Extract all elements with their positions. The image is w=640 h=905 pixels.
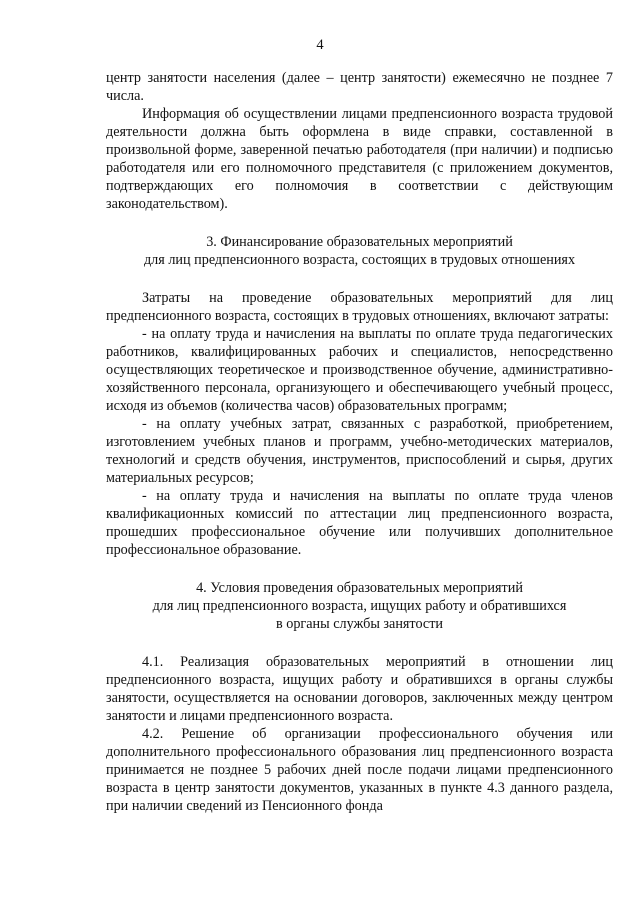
section-4-heading <box>106 579 613 633</box>
section-3-paragraph: Затраты на проведение образовательных мероприятий для лиц предпенсионного возраста, состоящих в трудовых отношениях, включают затраты: <box>106 290 613 324</box>
section-3-list-item: - на оплату учебных затрат, связанных с разработкой, приобретением, изготовлением учебных планов и программ, учебно-методических материалов, технологий и средств обучения, инструментов, приспособлений и сырья, других материальных ресурсов; <box>106 416 613 486</box>
section-4-paragraph-4-2: 4.2. Решение об организации профессионального обучения или дополнительного профессионального образования лиц предпенсионного возраста принимается не позднее 5 рабочих дней после подачи лицами предпенсионного возраста в центр занятости документов, указанных в пункте 4.3 данного раздела, при наличии сведений из Пенсионного фонда <box>106 726 613 814</box>
section-4-heading-line-2: для лиц предпенсионного возраста, ищущих работу и обратившихся <box>152 598 567 614</box>
document-body <box>106 69 613 815</box>
section-3-heading-line-1: 3. Финансирование образовательных мероприятий <box>206 234 513 250</box>
section-4-paragraph-4-1: 4.1. Реализация образовательных мероприятий в отношении лиц предпенсионного возраста, ищущих работу и обратившихся в органы службы занятости, осуществляется на основании договоров, заключенных между центром занятости и лицами предпенсионного возраста. <box>106 654 613 724</box>
section-3-heading-line-2: для лиц предпенсионного возраста, состоящих в трудовых отношениях <box>143 252 576 268</box>
section-3-list-item: - на оплату труда и начисления на выплаты по оплате труда педагогических работников, квалифицированных рабочих и специалистов, непосредственно осуществляющих теоретическое и производственное обучение, административно-хозяйственного персонала, организующего и обеспечивающего учебный процесс, исходя из объемов (количества часов) образовательных программ; <box>106 326 613 414</box>
section-3-list-item: - на оплату труда и начисления на выплаты по оплате труда членов квалификационных комиссий по аттестации лиц предпенсионного возраста, прошедших профессиональное обучение или получивших дополнительное профессиональное образование. <box>106 488 613 558</box>
page-number: 4 <box>316 37 324 53</box>
section-4-heading-line-1: 4. Условия проведения образовательных мероприятий <box>196 580 523 596</box>
paragraph-continuation: центр занятости населения (далее – центр занятости) ежемесячно не позднее 7 числа. <box>106 70 613 104</box>
section-4-heading-line-3: в органы службы занятости <box>276 616 443 632</box>
paragraph-info: Информация об осуществлении лицами предпенсионного возраста трудовой деятельности должна быть оформлена в виде справки, составленной в произвольной форме, заверенной печатью работодателя (при наличии) и подписью работодателя или его полномочного представителя (с приложением документов, подтверждающих его полномочия в соответствии с действующим законодательством). <box>106 106 613 212</box>
section-3-heading <box>106 233 613 269</box>
